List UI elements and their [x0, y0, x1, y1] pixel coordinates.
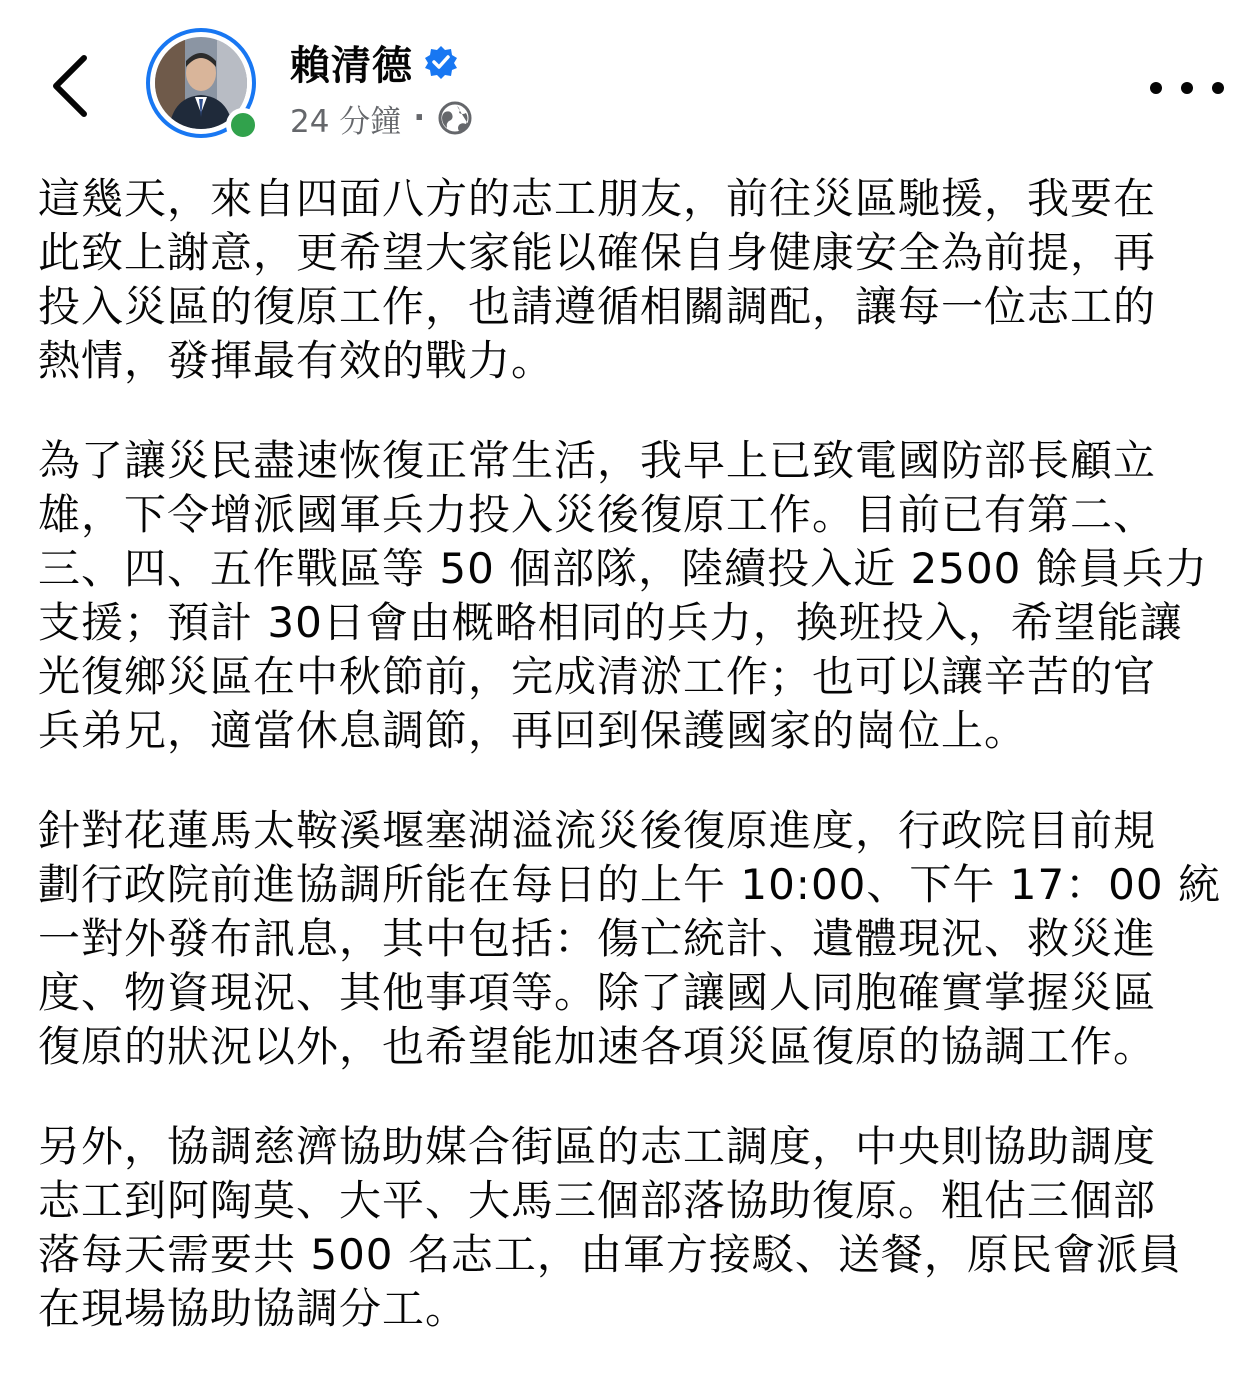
more-options-button[interactable]	[1150, 68, 1224, 108]
post-paragraph: 這幾天，來自四面八方的志工朋友，前往災區馳援，我要在 此致上謝意，更希望大家能以確保自身健康安全為前提，再 投入災區的復原工作，也請遵循相關調配，讓每一位志工的 熱情，發揮最有效的戰力。	[38, 174, 1157, 385]
post-paragraph: 為了讓災民盡速恢復正常生活，我早上已致電國防部長顧立 雄，下令增派國軍兵力投入災後復原工作。目前已有第二、 三、四、五作戰區等 50 個部隊，陸續投入近 2500 餘員兵力 支援；預計 30日會由概略相同的兵力，換班投入，希望能讓 光復鄉災區在中秋節前，完成清淤工作；也可以讓辛苦的官 兵弟兄，適當休息調節，再回到保護國家的崗位上。	[38, 436, 1208, 755]
post-meta	[290, 96, 473, 140]
post-paragraph: 針對花蓮馬太鞍溪堰塞湖溢流災後復原進度，行政院目前規 劃行政院前進協調所能在每日的上午 10:00、下午 17：00 統 一對外發布訊息，其中包括：傷亡統計、遺體現況、救災進 度、物資現況、其他事項等。除了讓國人同胞確實掌握災區 復原的狀況以外，也希望能加速各項災區復原的協調工作。	[38, 806, 1221, 1071]
globe-icon[interactable]	[437, 100, 473, 136]
more-horizontal-icon	[1150, 82, 1162, 94]
more-horizontal-icon-dot	[1181, 82, 1193, 94]
online-status-indicator	[226, 108, 260, 142]
profile-avatar[interactable]	[146, 28, 264, 146]
meta-separator: ·	[413, 100, 426, 136]
verified-badge-icon	[423, 44, 459, 80]
post-header	[0, 0, 1260, 160]
chevron-left-icon	[50, 54, 90, 118]
author-row	[290, 34, 459, 90]
more-horizontal-icon-dot	[1212, 82, 1224, 94]
post-content	[38, 172, 1228, 1382]
back-button[interactable]	[38, 44, 102, 128]
post-paragraph: 另外，協調慈濟協助媒合街區的志工調度，中央則協助調度 志工到阿陶莫、大平、大馬三個部落協助復原。粗估三個部 落每天需要共 500 名志工，由軍方接駁、送餐，原民會派員 在現場協助協調分工。	[38, 1122, 1182, 1333]
post-timestamp[interactable]: 24 分鐘	[290, 103, 402, 140]
author-name[interactable]: 賴清德	[290, 42, 413, 89]
